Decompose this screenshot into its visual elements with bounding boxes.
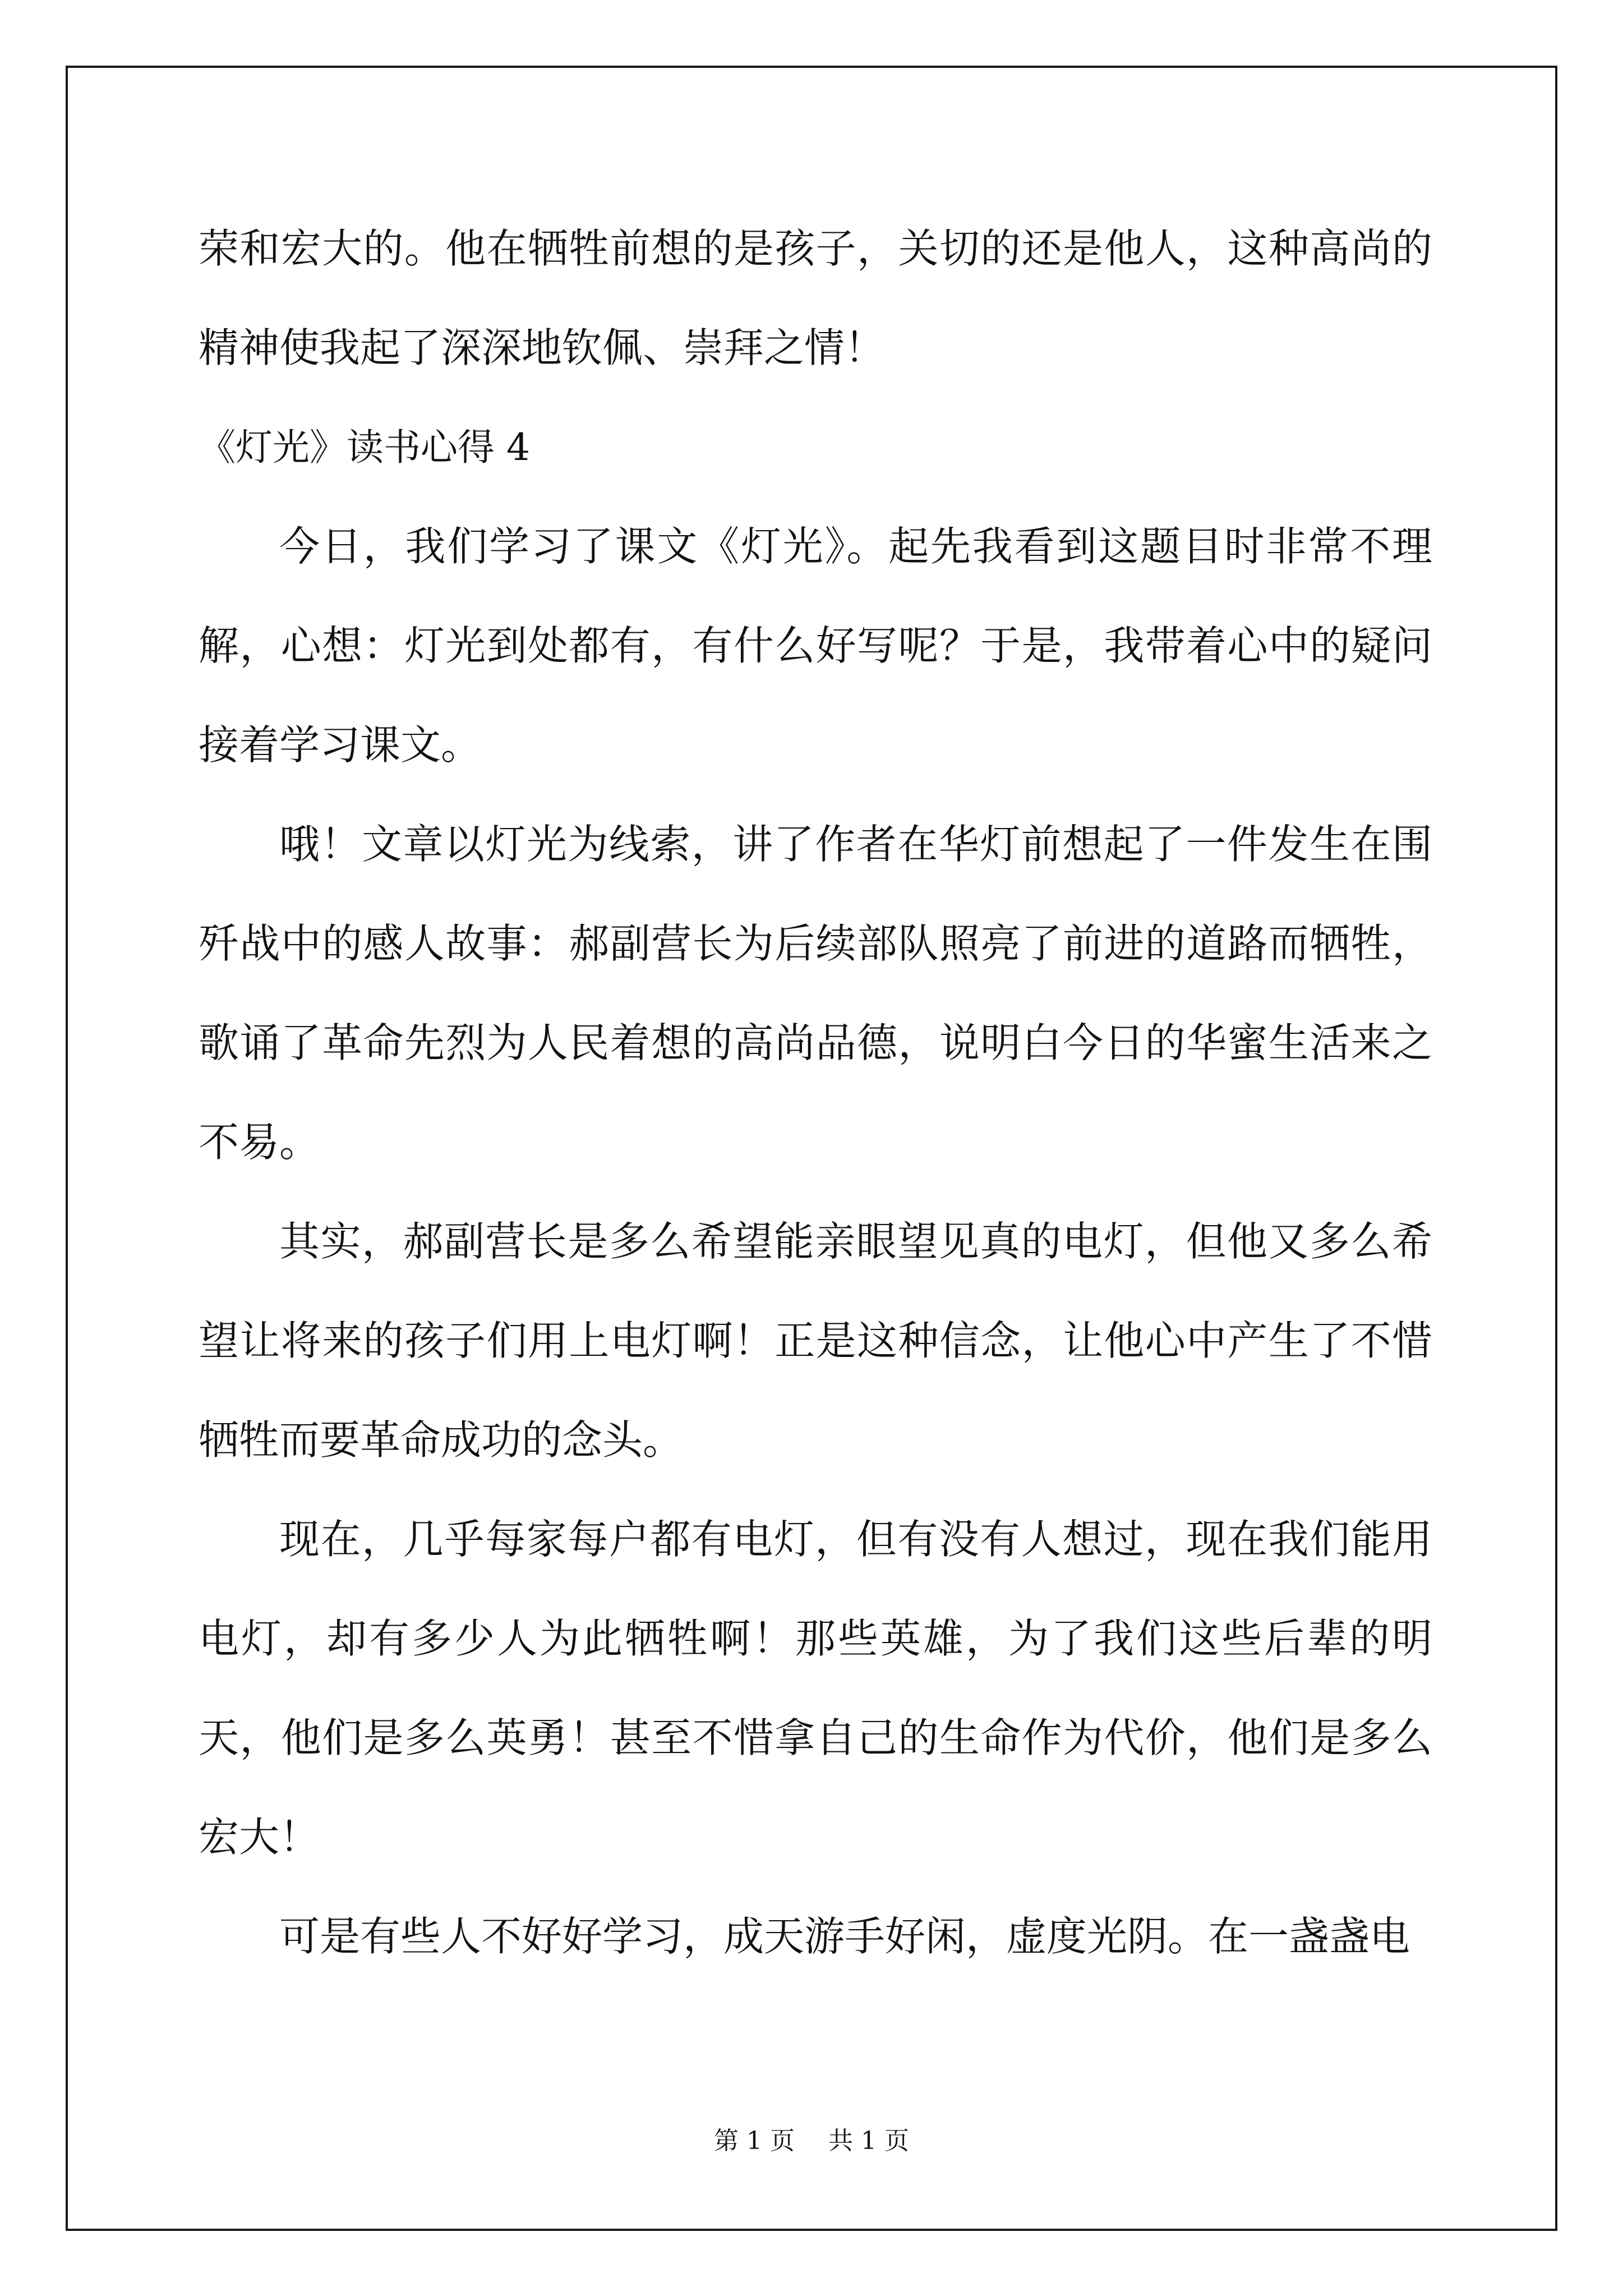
- section-heading: 《灯光》读书心得 4: [199, 426, 530, 469]
- page-total: 共 1 页: [828, 2127, 909, 2155]
- paragraph-5: 现在，几乎每家每户都有电灯，但有没有人想过，现在我们能用电灯，却有多少人为此牺牲啊！那些英雄，为了我们这些后辈的明天，他们是多么英勇！甚至不惜拿自己的生命作为代价，他们是多么宏大！: [199, 1516, 1432, 1861]
- page-number: 第 1 页: [714, 2127, 795, 2155]
- document-body: [199, 199, 1432, 1986]
- paragraph-2: 今日，我们学习了课文《灯光》。起先我看到这题目时非常不理解，心想：灯光到处都有，有什么好写呢？于是，我带着心中的疑问接着学习课文。: [199, 523, 1432, 769]
- paragraph-4: 其实，郝副营长是多么希望能亲眼望见真的电灯，但他又多么希望让将来的孩子们用上电灯啊！正是这种信念，让他心中产生了不惜牺牲而要革命成功的念头。: [199, 1218, 1432, 1464]
- paragraph-6: 可是有些人不好好学习，成天游手好闲，虚度光阴。在一盏盏电: [279, 1913, 1410, 1960]
- paragraph-3: 哦！文章以灯光为线索，讲了作者在华灯前想起了一件发生在围歼战中的感人故事：郝副营长为后续部队照亮了前进的道路而牺牲，歌诵了革命先烈为人民着想的高尚品德，说明白今日的华蜜生活来之不易。: [199, 821, 1432, 1166]
- page-footer: [0, 2120, 1623, 2156]
- paragraph-1: 荣和宏大的。他在牺牲前想的是孩子，关切的还是他人，这种高尚的精神使我起了深深地钦佩、崇拜之情！: [199, 225, 1432, 371]
